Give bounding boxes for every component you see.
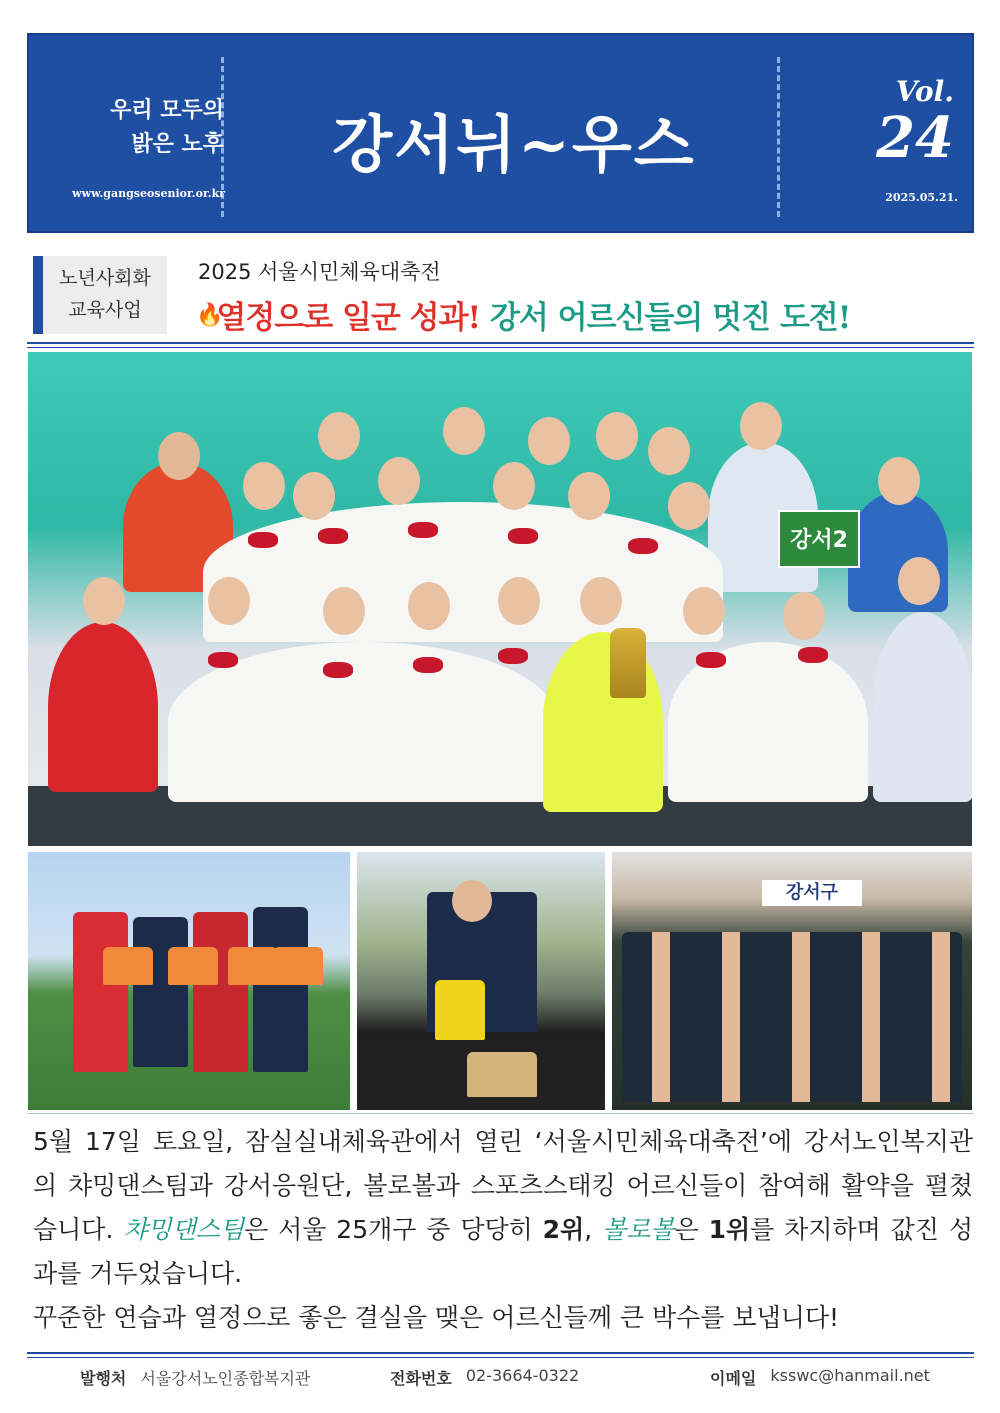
person <box>873 612 972 802</box>
certificate <box>228 947 278 985</box>
person <box>253 907 308 1072</box>
person-head <box>208 577 250 625</box>
masthead-banner <box>27 33 974 233</box>
person-head <box>443 407 485 455</box>
timer-device <box>467 1052 537 1097</box>
section-tag <box>33 256 167 334</box>
certificate <box>273 947 323 985</box>
person-head <box>580 577 622 625</box>
person-head <box>740 402 782 450</box>
article-text: 은 <box>674 1215 709 1244</box>
phone-link[interactable]: 02-3664-0322 <box>465 1366 580 1385</box>
person-head <box>243 462 285 510</box>
person-head <box>408 582 450 630</box>
person-head <box>498 577 540 625</box>
red-bow <box>508 528 538 544</box>
photo-bolo-ball <box>28 852 350 1110</box>
team-name: 챠밍댄스팀 <box>123 1215 245 1244</box>
person <box>48 622 158 792</box>
person-head <box>528 417 570 465</box>
newsletter-title: 강서뉘~우스 <box>332 108 696 181</box>
person-head <box>878 457 920 505</box>
kicker: 2025 서울시민체육대축전 <box>198 260 441 284</box>
dancer-group <box>668 642 868 802</box>
website-link[interactable]: www.gangseosenior.or.kr <box>72 187 225 200</box>
slogan-line: 밝은 노후 <box>131 131 224 157</box>
footer-phone <box>390 1366 710 1389</box>
red-bow <box>498 648 528 664</box>
photo-sport-stacking <box>357 852 605 1110</box>
red-bow <box>323 662 353 678</box>
email-link[interactable]: ksswc@hanmail.net <box>770 1366 930 1385</box>
crowd <box>622 932 962 1102</box>
team-name: 볼로볼 <box>602 1215 675 1244</box>
issue-date: 2025.05.21. <box>885 191 958 204</box>
person-head <box>493 462 535 510</box>
article-body <box>33 1120 973 1340</box>
person-head <box>568 472 610 520</box>
fire-icon: 🔥 <box>196 302 223 328</box>
person-head <box>783 592 825 640</box>
person <box>73 912 128 1072</box>
slogan-line: 우리 모두의 <box>110 97 224 123</box>
article-text: 은 서울 25개구 중 당당히 <box>244 1215 543 1244</box>
team-sign: 강서2 <box>778 510 860 568</box>
red-bow <box>413 657 443 673</box>
district-sign: 강서구 <box>762 880 862 906</box>
footer-label: 이메일 <box>710 1369 757 1388</box>
main-photo <box>28 352 972 846</box>
photo-cheer-squad <box>612 852 972 1110</box>
section-tag-line: 교육사업 <box>68 299 142 321</box>
person-head <box>293 472 335 520</box>
slogan <box>69 93 224 161</box>
divider <box>777 57 780 217</box>
person-head <box>378 457 420 505</box>
person-head <box>318 412 360 460</box>
trophy-icon <box>610 628 646 698</box>
person-head <box>83 577 125 625</box>
person <box>133 917 188 1067</box>
footer-label: 전화번호 <box>390 1369 452 1388</box>
person-head <box>898 557 940 605</box>
red-bow <box>408 522 438 538</box>
rank: 2위 <box>542 1215 585 1244</box>
article-closing: 꾸준한 연습과 열정으로 좋은 결실을 맺은 어르신들께 큰 박수를 보냅니다! <box>33 1303 840 1332</box>
volume-number: 24 <box>876 105 954 171</box>
red-bow <box>208 652 238 668</box>
stacking-cups <box>435 980 485 1040</box>
headline-teal: 강서 어르신들의 멋진 도전! <box>489 300 851 336</box>
red-bow <box>248 532 278 548</box>
red-bow <box>798 647 828 663</box>
article-text: 5월 17일 토요일, 잠실실내체육관에서 열린 ‘서울시민체육대축전’에 강서노인복지관의 챠밍댄스팀과 강서응원단, 볼로볼과 스포츠스태킹 어르신들이 참여해 활약을 펼쳤습니다. <box>33 1127 973 1244</box>
certificate <box>103 947 153 985</box>
person-head <box>323 587 365 635</box>
person <box>193 912 248 1072</box>
footer-value: 서울강서노인종합복지관 <box>140 1369 311 1388</box>
volume-label: Vol. <box>895 75 954 108</box>
footer-label: 발행처 <box>80 1369 127 1388</box>
footer-publisher <box>80 1366 390 1389</box>
headline <box>196 292 850 337</box>
red-bow <box>318 528 348 544</box>
headline-red: 열정으로 일군 성과! <box>216 300 481 336</box>
certificate <box>168 947 218 985</box>
footer <box>80 1366 960 1389</box>
divider <box>27 1113 974 1115</box>
section-tag-line: 노년사회화 <box>59 267 151 289</box>
rank: 1위 <box>708 1215 751 1244</box>
article-text: , <box>584 1215 603 1244</box>
dancer-group <box>203 502 723 642</box>
person-head <box>683 587 725 635</box>
person-head <box>648 427 690 475</box>
red-bow <box>696 652 726 668</box>
person-head <box>668 482 710 530</box>
article-text: 를 차지하며 값진 성과를 거두었습니다. <box>33 1215 973 1288</box>
footer-email <box>710 1366 930 1389</box>
person-head <box>158 432 200 480</box>
red-bow <box>628 538 658 554</box>
divider <box>27 342 974 348</box>
person-head <box>452 880 492 922</box>
divider <box>27 1352 974 1358</box>
person-head <box>596 412 638 460</box>
